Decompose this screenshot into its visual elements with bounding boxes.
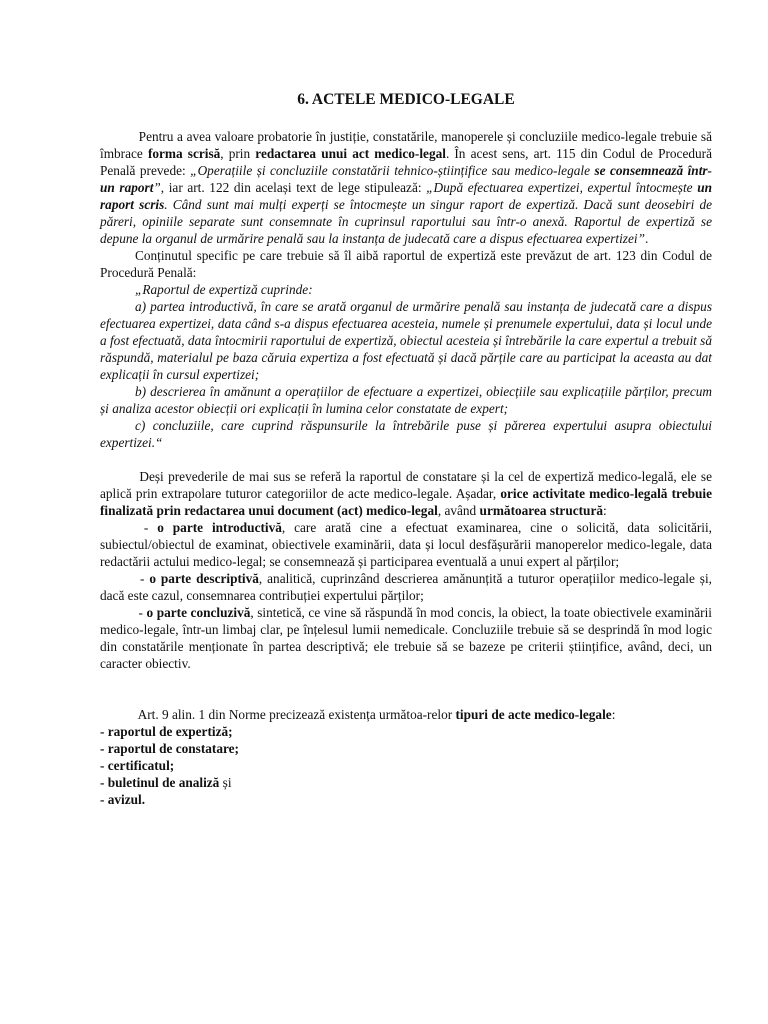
- paragraph-content-specific: Conținutul specific pe care trebuie să îl aibă raportul de expertiză este prevăzut de art. 123 din Codul de Procedură Penală:: [100, 248, 712, 280]
- spacer: [100, 672, 712, 706]
- list-item: - raportul de constatare;: [100, 741, 239, 756]
- list-item: - avizul.: [100, 792, 146, 807]
- paragraph-structure: Deși prevederile de mai sus se referă la raportul de constatare și la cel de expertiză medico-legală, ele se aplică prin extrapolare tuturor categoriilor de acte medico-legale. Așadar, orice activitate medico-legală trebuie finalizată prin redactarea unui document (act) medico-legal, având următoarea structură:: [100, 469, 712, 518]
- quote-item-c: c) concluziile, care cuprind răspunsurile la întrebările puse și părerea expertului asupra obiectului expertizei.“: [100, 418, 712, 450]
- act-types-list: [100, 723, 712, 808]
- bullet-introductive: - o parte introductivă, care arată cine a efectuat examinarea, cine o solicită, data solicitării, subiectul/obiectul de examinat, obiectivele examinării, data și locul desfășurării manoperelor medico-legale, data redactării actului medico-legal; se consemnează și participarea eventuală a unui expert al părților;: [100, 520, 713, 569]
- spacer: [100, 451, 712, 468]
- quote-item-a: a) partea introductivă, în care se arată organul de urmărire penală sau instanța de judecată care a dispus efectuarea expertizei, data când s-a dispus efectuarea acesteia, numele și prenumele expertului, data și locul unde a fost efectuată, data întocmirii raportului de expertiză, obiectul acesteia și întrebările la care expertul a trebuit să răspundă, materialul pe baza căruia expertiza a fost efectuată și dacă părțile care au participat la aceasta au dat explicații în cursul expertizei;: [100, 299, 712, 382]
- paragraph-intro: Pentru a avea valoare probatorie în justiție, constatările, manoperele și concluziile medico-legale trebuie să îmbrace forma scrisă, prin redactarea unui act medico-legal. În acest sens, art. 115 din Codul de Procedură Penală prevede: „Operațiile și concluziile constatării tehnico-științifice sau medico-legale se consemnează într-un raport”, iar art. 122 din același text de lege stipulează: „După efectuarea expertizei, expertul întocmește un raport scris. Când sunt mai mulți experți se întocmește un singur raport de expertiză. Dacă sunt deosebiri de păreri, opiniile separate sunt consemnate în cuprinsul raportului sau într-o anexă. Raportul de expertiză se depune la organul de urmărire penală sau la instanța de judecată care a dispus efectuarea expertizei”.: [100, 129, 712, 246]
- quote-item-b: b) descrierea în amănunt a operațiilor de efectuare a expertizei, obiecțiile sau explicațiile părților, precum și analiza acestor obiecții ori explicații în lumina celor constatate de expert;: [100, 384, 712, 416]
- document-body: [100, 90, 712, 808]
- list-item: - certificatul;: [100, 758, 175, 773]
- page-title: 6. ACTELE MEDICO-LEGALE: [297, 91, 515, 108]
- list-item: - buletinul de analiză și: [100, 775, 232, 790]
- quote-line-1: „Raportul de expertiză cuprinde:: [135, 282, 313, 297]
- paragraph-act-types: Art. 9 alin. 1 din Norme precizează existența următoa-relor tipuri de acte medico-legale:: [137, 707, 616, 722]
- list-item: - raportul de expertiză;: [100, 724, 233, 739]
- bullet-descriptive: - o parte descriptivă, analitică, cuprinzând descrierea amănunțită a tuturor operațiilor medico-legale și, dacă este cazul, consemnarea contribuției expertului părților;: [100, 571, 712, 603]
- bullet-conclusive: - o parte concluzivă, sintetică, ce vine să răspundă în mod concis, la obiect, la toate obiectivele examinării medico-legale, într-un limbaj clar, pe înțelesul lumii nemedicale. Concluziile trebuie să se desprindă în mod logic din constatările menționate în partea descriptivă; ele trebuie să se bazeze pe criterii științifice, având, deci, un caracter obiectiv.: [100, 605, 712, 671]
